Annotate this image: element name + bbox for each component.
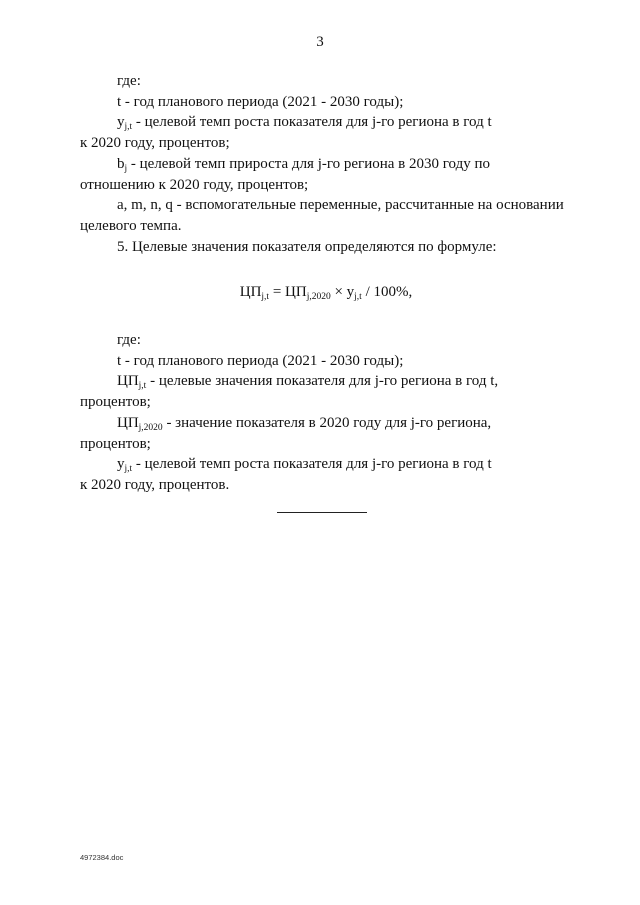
cp2020-definition-cont: процентов; xyxy=(80,435,151,452)
b-definition-cont: отношению к 2020 году, процентов; xyxy=(80,176,309,193)
cp-definition xyxy=(80,371,566,392)
where-label-2: где: xyxy=(117,332,141,349)
formula-tail: / 100%, xyxy=(361,284,413,301)
b-definition xyxy=(80,154,566,175)
y-definition-text: - целевой темп роста показателя для j-го региона в год t xyxy=(132,114,492,131)
formula xyxy=(86,282,566,303)
t-definition-2: t - год планового периода (2021 - 2030 годы); xyxy=(117,352,404,369)
b-subscript: j xyxy=(124,163,128,174)
cp-definition-cont: процентов; xyxy=(80,394,151,411)
y-definition-cont: к 2020 году, процентов; xyxy=(80,135,230,152)
cp2020-definition xyxy=(80,413,566,434)
document-body xyxy=(80,71,566,496)
formula-rhs-sub: j,2020 xyxy=(306,292,331,303)
y-definition-cont-2: к 2020 году, процентов. xyxy=(80,476,230,493)
footer-doc-code: 4972384.doc xyxy=(80,853,124,862)
cp2020-symbol: ЦП xyxy=(117,414,139,431)
formula-lhs: ЦП xyxy=(239,284,262,301)
separator-line xyxy=(277,512,367,513)
page-number: 3 xyxy=(316,34,324,50)
y-symbol: y xyxy=(117,114,125,131)
y-definition-2 xyxy=(80,454,566,475)
y-subscript-2: j,t xyxy=(124,464,133,475)
formula-times: × y xyxy=(330,284,355,301)
formula-eq: = ЦП xyxy=(269,284,307,301)
formula-y-sub: j,t xyxy=(354,292,362,303)
t-definition: t - год планового периода (2021 - 2030 годы); xyxy=(117,93,404,110)
where-label: где: xyxy=(117,73,141,89)
y-definition-text-2: - целевой темп роста показателя для j-го региона в год t xyxy=(132,456,492,473)
item-5: 5. Целевые значения показателя определяются по формуле: xyxy=(117,238,497,255)
cp2020-subscript: j,2020 xyxy=(138,422,163,433)
formula-lhs-sub: j,t xyxy=(261,292,270,303)
b-symbol: b xyxy=(117,155,125,172)
cp2020-definition-text: - значение показателя в 2020 году для j-го региона, xyxy=(162,414,492,431)
y-subscript: j,t xyxy=(124,122,133,133)
cp-symbol: ЦП xyxy=(117,373,139,390)
y-definition xyxy=(80,112,566,133)
y-symbol-2: y xyxy=(117,456,125,473)
vars-definition: a, m, n, q - вспомогательные переменные, рассчитанные на основании целевого темпа. xyxy=(80,197,564,234)
b-definition-text: - целевой темп прироста для j-го региона в 2030 году по xyxy=(127,155,491,172)
cp-subscript: j,t xyxy=(138,381,147,392)
cp-definition-text: - целевые значения показателя для j-го региона в год t, xyxy=(146,373,499,390)
